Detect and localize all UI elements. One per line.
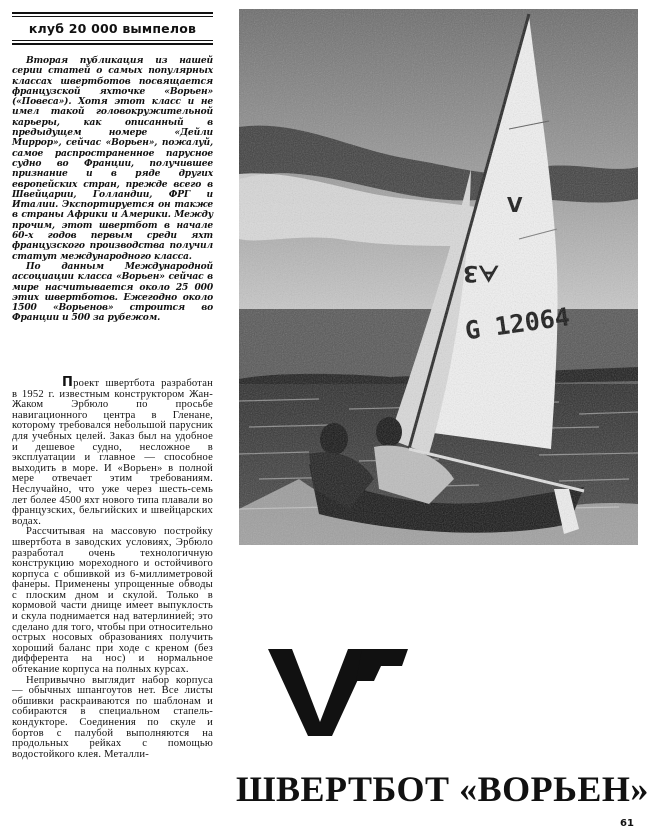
intro-paragraph: По данным Международной ассоциации класса «Ворьен» сейчас в мире насчитывается около 25 000 этих швертботов. Ежегодно около 1500 «Ворьенов» строится во Франции и 500 за рубежом. [12,260,213,324]
intro-lead [12,56,213,324]
logo-flag [356,649,408,681]
article-title: ШВЕРТБОТ «ВОРЬЕН» [236,769,649,809]
logo-v [268,649,372,736]
rubric-rules [12,16,213,41]
body-paragraph: Рассчитывая на массовую постройку швертбота в заводских условиях, Эрбюло разработал очень технологичную конструкцию мореходного и остойчивого корпуса с обшивкой из 6-миллиметровой фанеры. Применены упрощенные обводы с плоским дном и скулой. Только в кормовой части днище имеет выпуклость и скула поднимается над ватерлинией; это сделано для того, чтобы при относительно острых носовых образованиях получить хороший баланс при ходе с креном (без дифферента на нос) и нормальное обтекание корпуса на полных курсах. [12,526,213,676]
sailboat-photo-illustration [239,9,638,545]
intro-paragraph: Вторая публикация из нашей серии статей о самых популярных классах швертботов посвящается французской яхточке «Ворьен» («Повеса»). Хотя этот класс и не имел такой головокружительной карьеры, как описанный в предыдущем номере «Дейли Миррор», сейчас «Ворьен», пожалуй, самое распространенное парусное судно во Франции, получившее признание и в ряде других европейских стран, прежде всего в Швейцарии, Голландии, ФРГ и Италии. Экспортируется он также в страны Африки и Америки. Между прочим, этот швертбот в начале 60-х годов первым среди яхт французского производства получил статут международного класса. [12,55,213,262]
vaurien-logo-mark [268,644,418,739]
body-paragraph-text: роект швертбота разработан в 1952 г. известным конструктором Жан-Жаком Эрбюло по просьбе навигационного центра в Гленане, которому требовался небольшой парусник для учебных целей. Заказ был на удобное и дешевое судно, несложное в эксплуатации и главное — способное выходить в море. И «Ворьен» в полной мере отвечает этим требованиям. Неслучайно, что уже через шесть-семь лет более 4500 яхт нового типа плавали во французских, бельгийских и швейцарских водах. [12,378,213,527]
rubric-label: клуб 20 000 вымпелов [28,21,197,36]
section-rubric [12,12,213,45]
vaurien-class-logo [268,644,418,739]
article-body [12,375,213,760]
film-grain [239,9,638,545]
page-number: 61 [620,818,634,829]
body-paragraph [12,375,213,527]
body-paragraph: Непривычно выглядит набор корпуса — обычных шпангоутов нет. Все листы обшивки раскраиваются по шаблонам и собираются в специальном стапель-кондукторе. Соединения по скуле и бортов с палубой выполняются на продольных рейках с помощью водостойкого клея. Металли- [12,674,213,760]
drop-cap: П [62,375,74,390]
sailboat-photo [239,9,638,545]
